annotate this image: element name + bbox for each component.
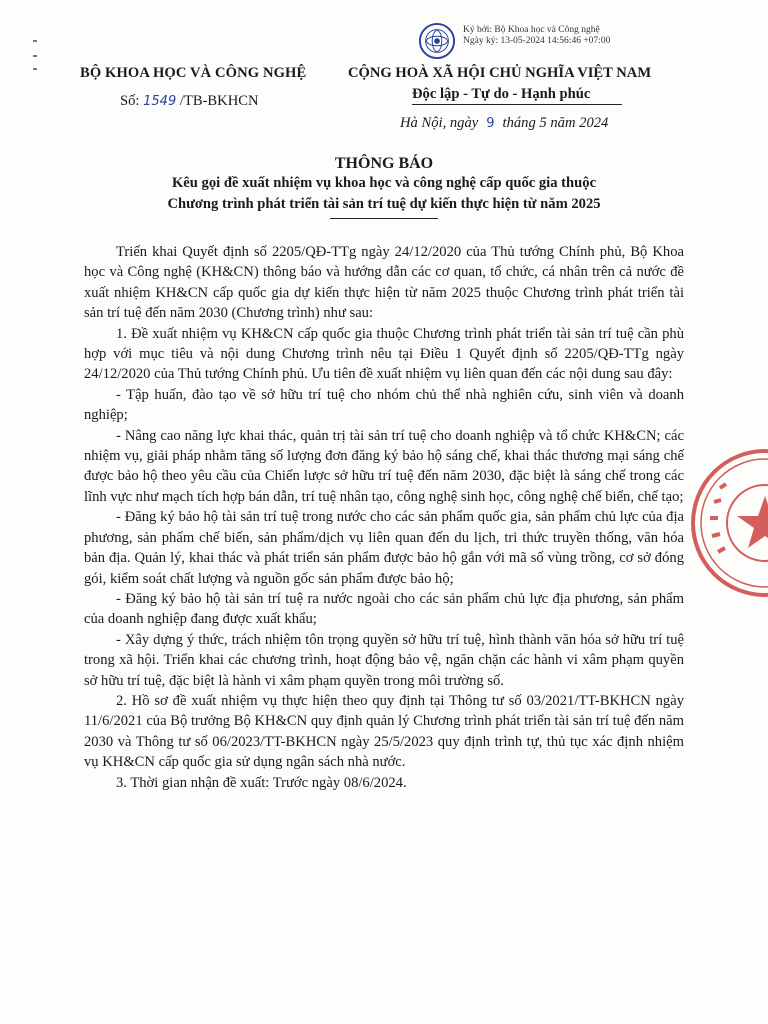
paragraph: - Đăng ký bảo hộ tài sản trí tuệ ra nước ngoài cho các sản phẩm chủ lực địa phương, sản phẩm của doanh nghiệp đang được xuất khẩu;	[84, 590, 684, 628]
paragraph: - Xây dựng ý thức, trách nhiệm tôn trọng quyền sở hữu trí tuệ, hình thành văn hóa sở hữu trí tuệ trong xã hội. Triển khai các chương trình, hoạt động bảo vệ, ngăn chặn các hành vi xâm phạm quyền sở hữu trí tuệ, đặc biệt là hành vi xâm phạm quyền trong môi trường số.	[84, 631, 684, 689]
paragraph: Triển khai Quyết định số 2205/QĐ-TTg ngày 24/12/2020 của Thủ tướng Chính phủ, Bộ Khoa học và Công nghệ (KH&CN) thông báo và hướng dẫn các cơ quan, tổ chức, cá nhân trên cả nước đề xuất nhiệm KH&CN cấp quốc gia dự kiến thực hiện từ năm 2025 thuộc Chương trình phát triển tài sản trí tuệ đến năm 2030 (Chương trình) như sau:	[84, 244, 684, 322]
handwritten-day: 9	[486, 116, 495, 131]
scan-mark	[33, 68, 37, 70]
paragraph: - Nâng cao năng lực khai thác, quản trị tài sản trí tuệ cho doanh nghiệp và tổ chức KH&CN; các nhiệm vụ, giải pháp nhằm tăng số lượng đơn đăng ký bảo hộ sáng chế, khai thác thương mại sáng chế được bảo hộ theo yêu cầu của Chiến lược sở hữu trí tuệ đến năm 2030, đặc biệt là sáng chế trong các lĩnh vực như mạch tích hợp bán dẫn, trí tuệ nhân tạo, công nghệ sinh học, công nghệ chế biến, chế tạo;	[84, 427, 684, 505]
document-subtitle-line2: Chương trình phát triển tài sản trí tuệ dự kiến thực hiện từ năm 2025	[167, 196, 601, 212]
paragraph: - Tập huấn, đào tạo về sở hữu trí tuệ cho nhóm chủ thể nhà nghiên cứu, sinh viên và doanh nghiệp;	[84, 386, 684, 424]
motto-underline	[412, 104, 622, 105]
paragraph: 1. Đề xuất nhiệm vụ KH&CN cấp quốc gia thuộc Chương trình phát triển tài sản trí tuệ cần phù hợp với mục tiêu và nội dung Chương trình nêu tại Điều 1 Quyết định số 2205/QĐ-TTg ngày 24/12/2020 của Thủ tướng Chính phủ. Ưu tiên đề xuất nhiệm vụ liên quan đến các nội dung sau đây:	[84, 325, 684, 383]
document-body	[84, 242, 684, 793]
document-subtitle-line1: Kêu gọi đề xuất nhiệm vụ khoa học và công nghệ cấp quốc gia thuộc	[171, 175, 597, 191]
motto: Độc lập - Tự do - Hạnh phúc	[412, 86, 591, 102]
document-title: THÔNG BÁO	[334, 155, 434, 172]
paragraph: 3. Thời gian nhận đề xuất: Trước ngày 08/6/2024.	[116, 774, 407, 791]
ministry-name: BỘ KHOA HỌC VÀ CÔNG NGHỆ	[80, 65, 307, 81]
title-underline	[330, 218, 438, 219]
paragraph: - Đăng ký bảo hộ tài sản trí tuệ trong nước cho các sản phẩm quốc gia, sản phẩm chủ lực của địa phương, sản phẩm chế biến, sản phẩm/dịch vụ liên quan đến du lịch, tri thức truyền thống, văn hóa bản địa. Quản lý, khai thác và phát triển sản phẩm được bảo hộ gắn với mã số vùng trồng, cơ sở đóng gói, kiểm soát chất lượng và nguồn gốc sản phẩm được bảo hộ;	[84, 509, 684, 587]
signed-date: Ngày ký: 13-05-2024 14:56:46 +07:00	[463, 36, 611, 46]
digital-signature-info	[463, 25, 610, 47]
signed-by: Ký bởi: Bộ Khoa học và Công nghệ	[463, 25, 600, 35]
scan-mark	[33, 55, 37, 57]
official-red-stamp-icon	[690, 448, 768, 598]
ministry-emblem-icon	[418, 22, 456, 60]
paragraph: 2. Hồ sơ đề xuất nhiệm vụ thực hiện theo quy định tại Thông tư số 03/2021/TT-BKHCN ngày 11/6/2021 của Bộ trưởng Bộ KH&CN quy định quản lý Chương trình phát triển tài sản trí tuệ đến năm 2030 và Thông tư số 06/2023/TT-BKHCN ngày 25/5/2023 quy định trình tự, thủ tục xác định nhiệm vụ KH&CN cấp quốc gia sử dụng ngân sách nhà nước.	[84, 692, 684, 771]
document-number: Số: 1549 /TB-BKHCN	[120, 93, 259, 109]
nation-title: CỘNG HOÀ XÃ HỘI CHỦ NGHĨA VIỆT NAM	[348, 65, 652, 81]
scan-mark	[33, 40, 37, 42]
document-date: Hà Nội, ngày 9 tháng 5 năm 2024	[400, 115, 609, 131]
handwritten-number: 1549	[143, 94, 177, 109]
